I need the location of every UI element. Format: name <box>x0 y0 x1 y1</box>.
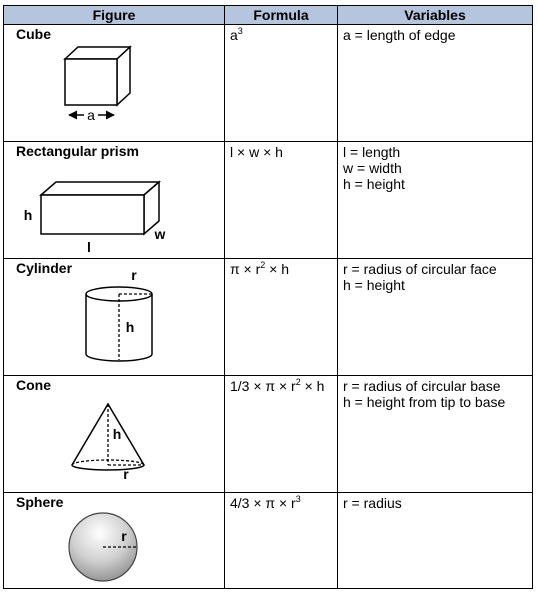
height-label-h: h <box>125 319 135 335</box>
formula-exponent-cylinder: 2 <box>260 260 266 270</box>
radius-label-r: r <box>121 528 127 544</box>
variables-cell-sphere <box>338 493 533 589</box>
cylinder-icon <box>4 259 225 375</box>
length-label-l: l <box>87 239 91 255</box>
formula-cell-rectangular-prism <box>225 142 338 259</box>
figure-name-sphere: Sphere <box>16 494 64 510</box>
variable-line: h = height from tip to base <box>343 394 506 410</box>
formula-exponent-sphere: 3 <box>295 494 301 504</box>
formula-base-cone: 1/3 × π × r <box>230 378 296 394</box>
variables-cell-cylinder <box>338 259 533 376</box>
figure-cell-sphere <box>4 493 225 589</box>
header-row <box>4 6 533 25</box>
formula-exponent-cone: 2 <box>295 377 301 387</box>
variable-line: r = radius of circular base <box>343 378 501 394</box>
formula-exponent-cube: 3 <box>237 26 243 36</box>
width-label-w: w <box>154 226 166 242</box>
variable-line: r = radius <box>343 495 402 511</box>
formula-cell-sphere <box>225 493 338 589</box>
table-row-cube <box>4 25 533 142</box>
edge-label-a: a <box>87 107 95 123</box>
formula-base-rectangular-prism: l × w × h <box>230 144 283 160</box>
header-variables: Variables <box>338 6 533 25</box>
rectangular-prism-icon <box>4 142 225 258</box>
header-formula: Formula <box>225 6 338 25</box>
figure-name-cube: Cube <box>16 26 51 42</box>
formula-cell-cylinder <box>225 259 338 376</box>
variable-line: l = length <box>343 144 401 160</box>
formula-base-sphere: 4/3 × π × r <box>230 495 296 511</box>
figure-cell-cone <box>4 376 225 493</box>
figure-name-cylinder: Cylinder <box>16 260 73 276</box>
formula-base-cylinder: π × r <box>230 261 261 277</box>
variable-line: a = length of edge <box>343 27 456 43</box>
cone-icon <box>4 376 225 492</box>
formula-cell-cone <box>225 376 338 493</box>
figure-cell-cube <box>4 25 225 142</box>
radius-label-r: r <box>131 267 137 283</box>
table-row-cylinder <box>4 259 533 376</box>
cube-icon <box>4 25 225 141</box>
table-row-rectangular-prism <box>4 142 533 259</box>
variables-cell-cone <box>338 376 533 493</box>
header-figure: Figure <box>4 6 225 25</box>
table-row-sphere <box>4 493 533 589</box>
figure-name-rectangular-prism: Rectangular prism <box>16 143 139 159</box>
figure-cell-rectangular-prism <box>4 142 225 259</box>
variable-line: h = height <box>343 176 405 192</box>
volume-formulas-table <box>3 5 533 589</box>
formula-tail-cone: × h <box>300 378 325 394</box>
figure-name-cone: Cone <box>16 377 51 393</box>
radius-label-r: r <box>123 466 129 482</box>
variable-line: w = width <box>343 160 402 176</box>
formula-base-cube: a <box>230 27 238 43</box>
formula-cell-cube <box>225 25 338 142</box>
variable-line: h = height <box>343 277 405 293</box>
variables-cell-rectangular-prism <box>338 142 533 259</box>
height-label-h: h <box>23 207 33 223</box>
height-label-h: h <box>112 426 122 442</box>
table-row-cone <box>4 376 533 493</box>
figure-cell-cylinder <box>4 259 225 376</box>
variables-cell-cube <box>338 25 533 142</box>
variable-line: r = radius of circular face <box>343 261 497 277</box>
formula-tail-cylinder: × h <box>265 261 290 277</box>
